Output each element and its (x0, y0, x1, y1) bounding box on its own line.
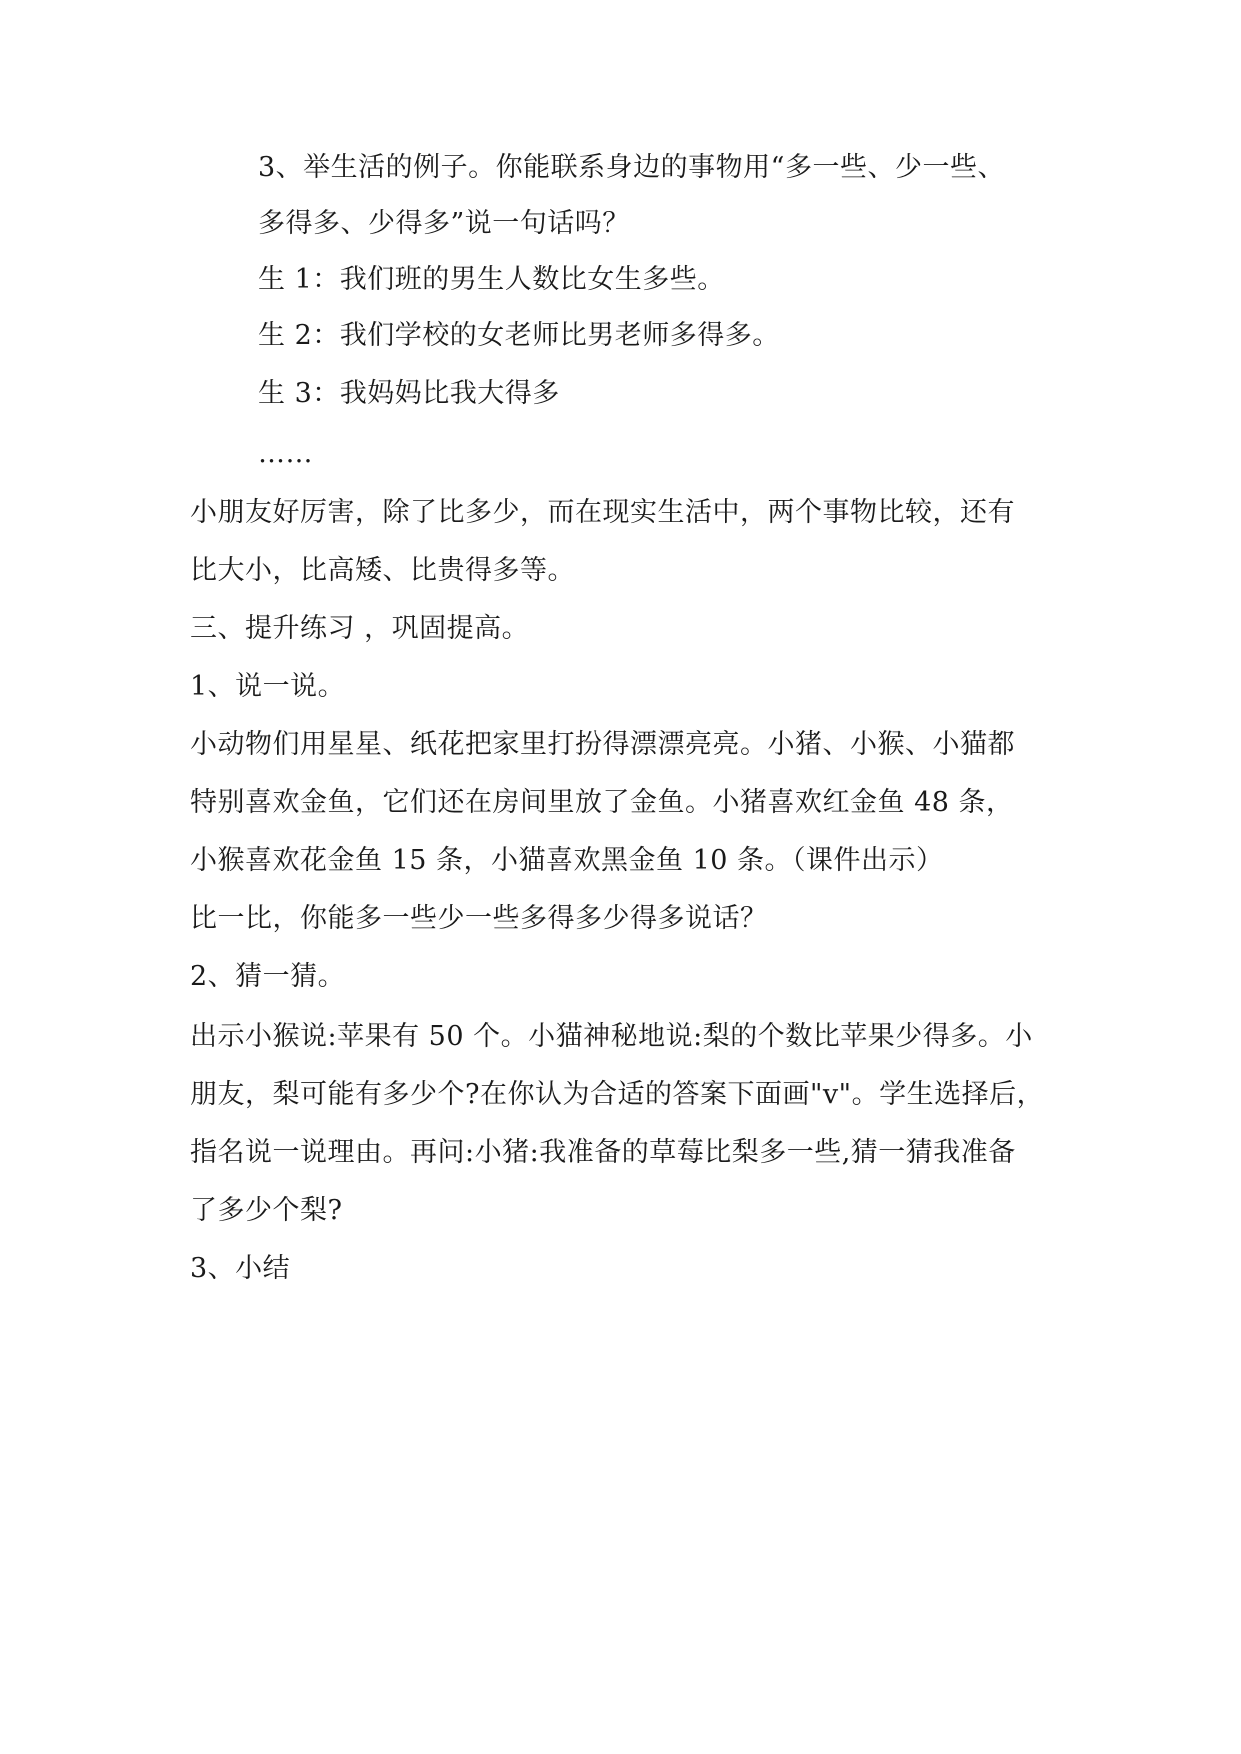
student-answer-2: 生 2：我们学校的女老师比男老师多得多。 (258, 320, 780, 351)
subsection-heading: 3、小结 (190, 1253, 291, 1284)
paragraph-line: 指名说一说理由。再问:小猪:我准备的草莓比梨多一些,猜一猜我准备 (190, 1137, 1016, 1168)
paragraph-line: 多得多、少得多”说一句话吗？ (258, 208, 630, 239)
section-heading: 三、提升练习 ，巩固提高。 (190, 613, 530, 644)
subsection-heading: 2、猜一猜。 (190, 961, 346, 992)
paragraph-line: 3、举生活的例子。你能联系身边的事物用“多一些、少一些、 (258, 152, 1005, 183)
paragraph-line: 小猴喜欢花金鱼 15 条，小猫喜欢黑金鱼 10 条。（课件出示） (190, 845, 944, 876)
paragraph-line: 特别喜欢金鱼，它们还在房间里放了金鱼。小猪喜欢红金鱼 48 条， (190, 787, 1014, 818)
subsection-heading: 1、说一说。 (190, 671, 346, 702)
student-answer-3: 生 3：我妈妈比我大得多 (258, 378, 560, 409)
paragraph-line: 比一比，你能多一些少一些多得多少得多说话？ (190, 903, 768, 934)
ellipsis: …… (258, 438, 313, 469)
paragraph-line: 了多少个梨? (190, 1195, 343, 1226)
paragraph-line: 比大小，比高矮、比贵得多等。 (190, 555, 575, 586)
paragraph-line: 朋友，梨可能有多少个?在你认为合适的答案下面画"v"。学生选择后， (190, 1079, 1045, 1110)
paragraph-line: 小动物们用星星、纸花把家里打扮得漂漂亮亮。小猪、小猴、小猫都 (190, 729, 1015, 760)
student-answer-1: 生 1：我们班的男生人数比女生多些。 (258, 264, 725, 295)
paragraph-line: 出示小猴说:苹果有 50 个。小猫神秘地说:梨的个数比苹果少得多。小 (190, 1021, 1033, 1052)
paragraph-line: 小朋友好厉害，除了比多少，而在现实生活中，两个事物比较，还有 (190, 497, 1015, 528)
